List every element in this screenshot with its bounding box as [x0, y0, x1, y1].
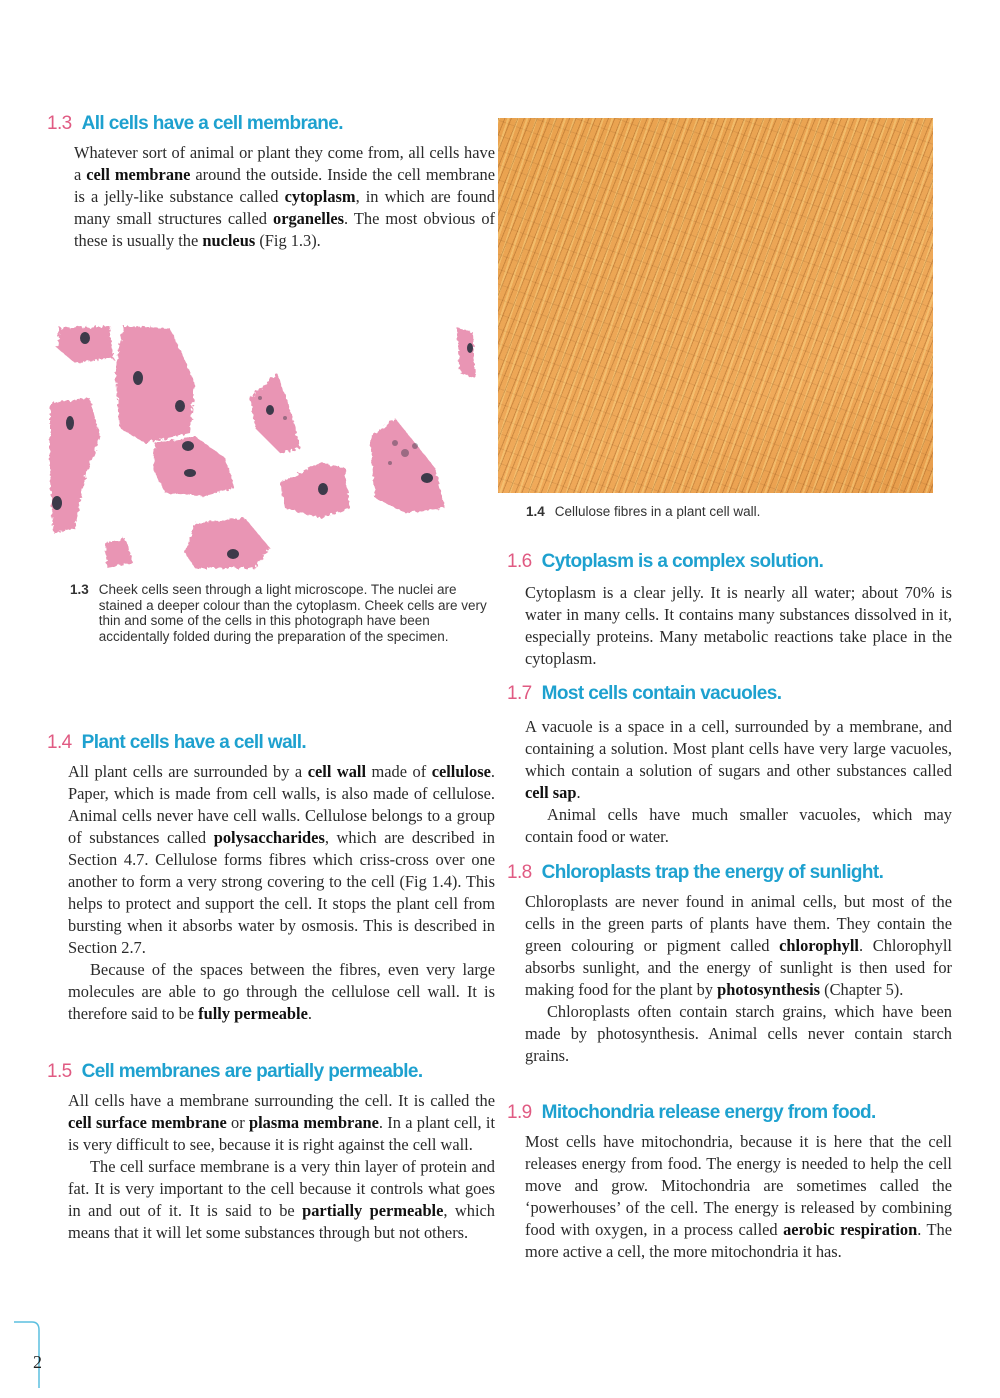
- section-body: [507, 1131, 952, 1263]
- figure-label: 1.4: [526, 504, 545, 519]
- section-heading: [47, 112, 495, 136]
- key-term: partially permeable: [302, 1201, 444, 1220]
- section-number: 1.7: [507, 683, 532, 704]
- section-title: Chloroplasts trap the energy of sunlight.: [541, 862, 884, 883]
- paragraph: Cytoplasm is a clear jelly. It is nearly all water; about 70% is water in many cells. It contains many substances dissolved in it, especially proteins. Many metabolic reactions take place in the cytoplasm.: [525, 583, 952, 668]
- section-heading: [507, 550, 952, 574]
- section-heading: [47, 731, 495, 755]
- figure-label: 1.3: [70, 582, 89, 597]
- key-term: cell surface membrane: [68, 1113, 227, 1132]
- key-term: chlorophyll: [779, 936, 859, 955]
- section-number: 1.3: [47, 113, 72, 134]
- section-body: [47, 142, 495, 252]
- section-number: 1.4: [47, 732, 72, 753]
- section-body: [47, 1090, 495, 1244]
- paragraph: Chloroplasts often contain starch grains, which have been made by photosynthesis. Animal cells never contain starch grains.: [525, 1002, 952, 1065]
- key-term: cell wall: [307, 762, 367, 781]
- section-body: [507, 891, 952, 1067]
- key-term: plasma membrane: [248, 1113, 379, 1132]
- key-term: cell sap: [525, 783, 577, 802]
- paragraph: Whatever sort of animal or plant they come from, all cells have a cell membrane around the outside. Inside the cell membrane is a jelly-like substance called cytoplasm, in which are found many small structures called organelles. The most obvious of these is usually the nucleus (Fig 1.3).: [74, 143, 496, 250]
- figure-1-4-cellulose-fibres-image: [498, 118, 933, 493]
- caption-text: Cellulose fibres in a plant cell wall.: [554, 504, 761, 519]
- section-number: 1.8: [507, 862, 532, 883]
- section-heading: [47, 1060, 495, 1084]
- section-title: Plant cells have a cell wall.: [81, 732, 307, 753]
- section-number: 1.5: [47, 1061, 72, 1082]
- key-term: cytoplasm: [284, 187, 356, 206]
- key-term: fully permeable: [198, 1004, 308, 1023]
- section-heading: [507, 861, 952, 885]
- paragraph: Animal cells have much smaller vacuoles, which may contain food or water.: [525, 805, 952, 846]
- section-1-4: [47, 731, 495, 1025]
- section-title: All cells have a cell membrane.: [81, 113, 343, 134]
- key-term: organelles: [273, 209, 345, 228]
- section-1-3: [47, 112, 495, 252]
- section-number: 1.9: [507, 1102, 532, 1123]
- section-1-7: [507, 682, 952, 848]
- section-body: [507, 582, 952, 670]
- key-term: cellulose: [431, 762, 491, 781]
- section-title: Mitochondria release energy from food.: [541, 1102, 876, 1123]
- key-term: photosynthesis: [717, 980, 821, 999]
- paragraph: The cell surface membrane is a very thin layer of protein and fat. It is very important to the cell because it controls what goes in and out of it. It is said to be partially permeable, which means that it will let some substances through but not others.: [68, 1157, 495, 1242]
- paragraph: All plant cells are surrounded by a cell wall made of cellulose. Paper, which is made from cell walls, is also made of cellulose. Animal cells never have cell walls. Cellulose belongs to a group of substances called polysaccharides, which are described in Section 4.7. Cellulose forms fibres which criss-cross over one another to form a very strong covering to the cell (Fig 1.4). This helps to protect and support the cell. It stops the plant cell from bursting when it absorbs water by osmosis. This is described in Section 2.7.: [68, 762, 495, 957]
- section-title: Cytoplasm is a complex solution.: [541, 551, 824, 572]
- key-term: cell membrane: [86, 165, 191, 184]
- paragraph: Because of the spaces between the fibres, even very large molecules are able to go through the cellulose cell wall. It is therefore said to be fully permeable.: [68, 960, 495, 1023]
- section-title: Most cells contain vacuoles.: [541, 683, 782, 704]
- section-1-9: [507, 1101, 952, 1263]
- page-number: 2: [33, 1352, 42, 1372]
- paragraph: Chloroplasts are never found in animal cells, but most of the cells in the green parts of plants have them. They contain the green colouring or pigment called chlorophyll. Chlorophyll absorbs sunlight, and the energy of sunlight is then used for making food for the plant by photosynthesis (Chapter 5).: [525, 892, 952, 999]
- section-body: [507, 716, 952, 848]
- paragraph: All cells have a membrane surrounding the cell. It is called the cell surface membrane or plasma membrane. In a plant cell, it is very difficult to see, because it is right against the cell wall.: [68, 1091, 495, 1154]
- figure-1-4-caption: [526, 504, 946, 520]
- paragraph: A vacuole is a space in a cell, surrounded by a membrane, and containing a solution. Most plant cells have very large vacuoles, which contain a solution of sugars and other substances called cell sap.: [525, 717, 952, 802]
- section-1-6: [507, 550, 952, 670]
- section-1-5: [47, 1060, 495, 1244]
- key-term: aerobic respiration: [783, 1220, 918, 1239]
- figure-1-3-caption: [70, 582, 490, 644]
- section-heading: [507, 682, 952, 706]
- caption-text: Cheek cells seen through a light microscope. The nuclei are stained a deeper colour than the cytoplasm. Cheek cells are very thin and some of the cells in this photograph have been accidentally folded during the preparation of the specimen.: [98, 582, 487, 644]
- section-title: Cell membranes are partially permeable.: [81, 1061, 423, 1082]
- section-1-8: [507, 861, 952, 1067]
- key-term: nucleus: [202, 231, 256, 250]
- paragraph: Most cells have mitochondria, because it is here that the cell releases energy from food. The energy is needed to help the cell move and grow. Mitochondria are sometimes called the ‘powerhouses’ of the cell. The energy is released by combining food with oxygen, in a process called aerobic respiration. The more active a cell, the more mitochondria it has.: [525, 1132, 952, 1261]
- figure-1-3-cheek-cells-image: [45, 318, 485, 573]
- section-heading: [507, 1101, 952, 1125]
- section-body: [47, 761, 495, 1025]
- section-number: 1.6: [507, 551, 532, 572]
- key-term: polysaccharides: [213, 828, 325, 847]
